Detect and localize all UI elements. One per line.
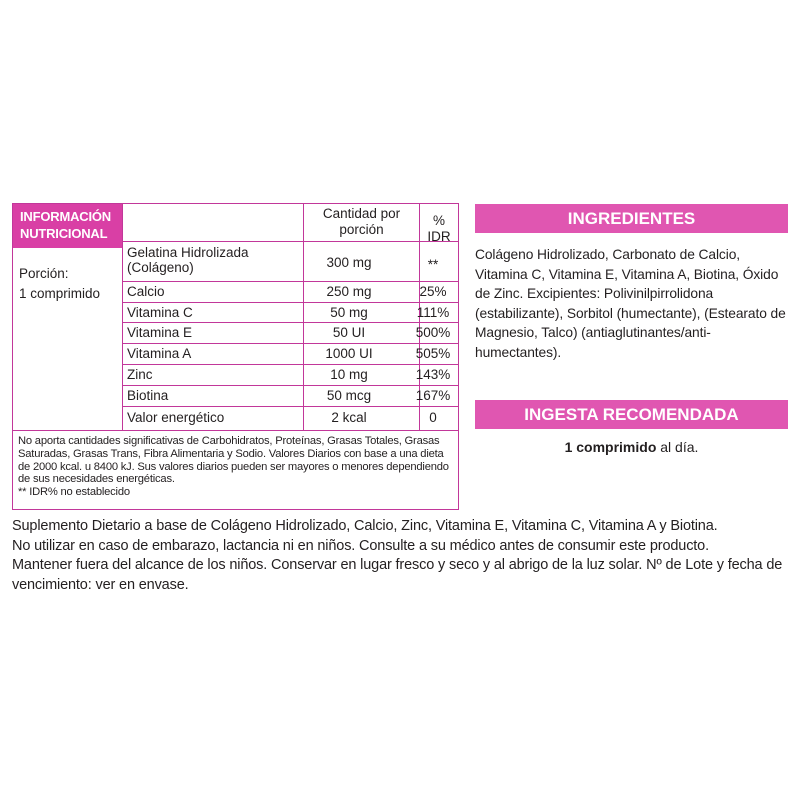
nutrition-grid xyxy=(13,204,458,431)
nutrient-name: Gelatina Hidrolizada (Colágeno) xyxy=(127,245,249,275)
nutrient-idr: ** xyxy=(427,257,439,272)
idr-footnote: ** IDR% no establecido xyxy=(18,486,130,499)
grid-bottom-line xyxy=(13,430,458,431)
nutrient-name: Biotina xyxy=(127,388,169,403)
portion-label: Porción: xyxy=(19,266,69,281)
nutrient-amount: 250 mg xyxy=(326,284,372,299)
nutrient-idr: 500% xyxy=(415,325,451,340)
nutrient-amount: 2 kcal xyxy=(331,410,367,425)
nutrient-name: Valor energético xyxy=(127,410,225,425)
grid-row-line xyxy=(122,302,458,303)
nutrition-disclaimer: No aporta cantidades significativas de Carbohidratos, Proteínas, Grasas Totales, Grasas Saturadas, Grasas Trans, Fibra Alimentaria y Sodio. Valores Diarios con base a una dieta de 2000 kcal. u 8400 kJ. Sus valores diarios pueden ser mayores o menores dependiendo de sus necesidades energéticas. xyxy=(18,435,449,486)
grid-row-line xyxy=(122,406,458,407)
nutrition-facts-table xyxy=(12,203,459,510)
nutrient-amount: 50 mcg xyxy=(326,388,372,403)
nutrient-idr: 505% xyxy=(415,346,451,361)
nutrition-title: INFORMACIÓN NUTRICIONAL xyxy=(13,204,122,248)
ingredients-text: Colágeno Hidrolizado, Carbonato de Calcio, Vitamina C, Vitamina E, Vitamina A, Biotina, Óxido de Zinc. Excipientes: Polivinilpirrolidona (estabilizante), Sorbitol (humectante), (Estearato de Magnesio, Talco) (antiaglutinantes/anti-humectantes). xyxy=(475,247,786,360)
grid-row-line xyxy=(122,281,458,282)
col-header-idr: % IDR xyxy=(427,213,451,244)
storage-line: Mantener fuera del alcance de los niños. Conservar en lugar fresco y seco y al abrigo de la luz solar. Nº de Lote y fecha de vencimiento: ver en envase. xyxy=(12,557,783,593)
grid-divider xyxy=(122,204,123,431)
grid-row-line xyxy=(122,385,458,386)
dose-frequency: al día. xyxy=(656,439,699,455)
nutrient-amount: 10 mg xyxy=(330,367,368,382)
col-header-amount: Cantidad por porción xyxy=(322,206,401,237)
product-description xyxy=(12,517,800,595)
nutrient-idr: 143% xyxy=(415,367,451,382)
nutrient-name: Vitamina C xyxy=(127,305,193,320)
nutrient-amount: 1000 UI xyxy=(325,346,373,361)
description-line: Suplemento Dietario a base de Colágeno Hidrolizado, Calcio, Zinc, Vitamina E, Vitamina C, Vitamina A y Biotina. xyxy=(12,518,718,534)
nutrient-amount: 50 mg xyxy=(330,305,368,320)
ingredients-heading: INGREDIENTES xyxy=(475,204,788,233)
dose-text xyxy=(475,437,788,457)
portion-value: 1 comprimido xyxy=(19,286,101,301)
dose-heading: INGESTA RECOMENDADA xyxy=(475,400,788,429)
nutrient-name: Vitamina A xyxy=(127,346,192,361)
grid-row-line xyxy=(122,322,458,323)
nutrient-name: Zinc xyxy=(127,367,153,382)
warning-line: No utilizar en caso de embarazo, lactancia ni en niños. Consulte a su médico antes de consumir este producto. xyxy=(12,537,709,554)
nutrient-amount: 300 mg xyxy=(326,255,372,270)
nutrient-idr: 167% xyxy=(415,388,451,403)
nutrient-idr: 0 xyxy=(429,410,437,425)
nutrition-notes xyxy=(18,435,456,499)
nutrient-name: Vitamina E xyxy=(127,325,193,340)
grid-row-line xyxy=(122,364,458,365)
grid-row-line xyxy=(122,241,458,242)
portion-info xyxy=(19,264,119,304)
nutrient-name: Calcio xyxy=(127,284,165,299)
nutrient-idr: 25% xyxy=(419,284,447,299)
nutrient-amount: 50 UI xyxy=(332,325,366,340)
grid-row-line xyxy=(122,343,458,344)
dose-amount: 1 comprimido xyxy=(564,439,657,455)
nutrient-idr: 111% xyxy=(416,305,450,320)
